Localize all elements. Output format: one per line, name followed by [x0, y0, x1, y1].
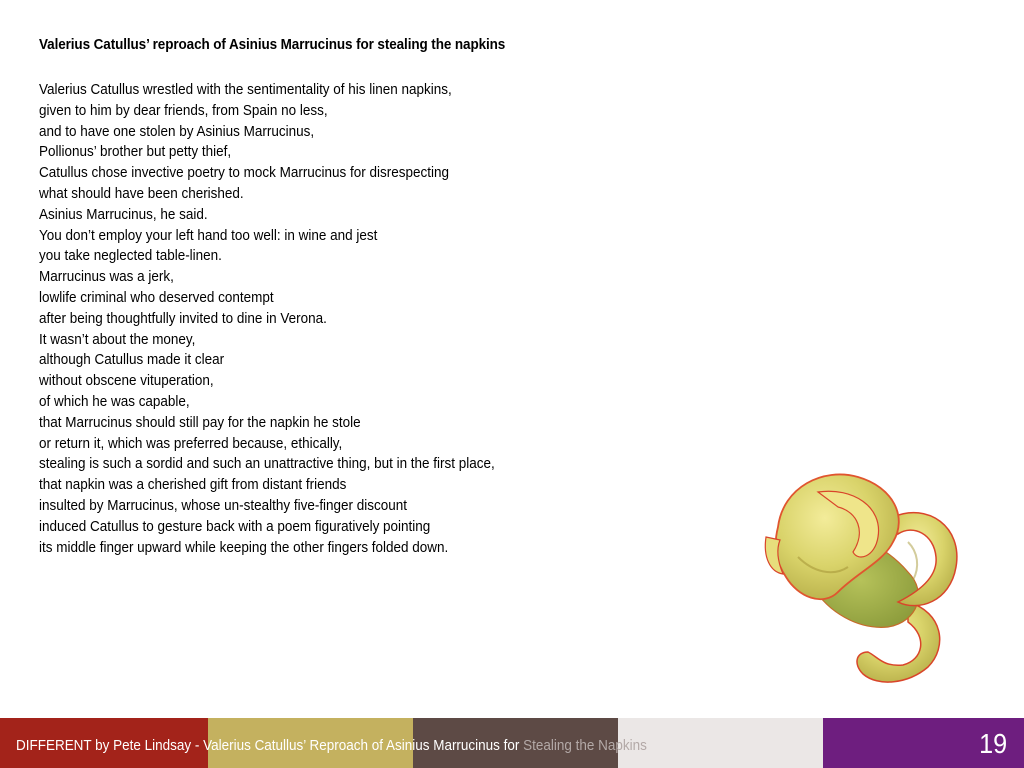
- poem-line: given to him by dear friends, from Spain no less,: [39, 102, 328, 119]
- poem-line: induced Catullus to gesture back with a poem figuratively pointing: [39, 518, 431, 535]
- poem-line: You don’t employ your left hand too well: in wine and jest: [39, 227, 378, 244]
- poem-line: of which he was capable,: [39, 393, 190, 410]
- poem-line: Catullus chose invective poetry to mock Marrucinus for disrespecting: [39, 165, 449, 182]
- poem-line: lowlife criminal who deserved contempt: [39, 289, 274, 306]
- page-number: 19: [978, 728, 1007, 759]
- poem-line: Marrucinus was a jerk,: [39, 269, 174, 286]
- slide-title: Valerius Catullus’ reproach of Asinius Marrucinus for stealing the napkins: [39, 37, 506, 53]
- footer-caption: [16, 738, 647, 754]
- poem-line: its middle finger upward while keeping the other fingers folded down.: [39, 539, 449, 556]
- poem-line: and to have one stolen by Asinius Marrucinus,: [39, 123, 315, 140]
- poem-line: Pollionus’ brother but petty thief,: [39, 144, 232, 161]
- footer-segment: [618, 718, 823, 768]
- poem-line: that napkin was a cherished gift from distant friends: [39, 477, 347, 494]
- poem-body: [39, 80, 495, 558]
- poem-line: stealing is such a sordid and such an unattractive thing, but in the first place,: [39, 456, 495, 473]
- footer-caption-main: DIFFERENT by Pete Lindsay - Valerius Catullus’ Reproach of Asinius Marrucinus for: [16, 738, 520, 754]
- poem-line: Valerius Catullus wrestled with the sentimentality of his linen napkins,: [39, 82, 452, 98]
- poem-line: what should have been cherished.: [39, 185, 244, 202]
- poem-line: Asinius Marrucinus, he said.: [39, 206, 208, 223]
- poem-line: or return it, which was preferred because, ethically,: [39, 435, 343, 452]
- napkin-illustration: [758, 462, 968, 694]
- poem-line: that Marrucinus should still pay for the napkin he stole: [39, 414, 361, 431]
- poem-line: although Catullus made it clear: [39, 352, 225, 369]
- footer-caption-tail: Stealing the Napkins: [519, 738, 647, 754]
- poem-line: without obscene vituperation,: [39, 373, 214, 390]
- poem-line: you take neglected table-linen.: [39, 248, 222, 265]
- poem-line: It wasn’t about the money,: [39, 331, 196, 348]
- poem-line: insulted by Marrucinus, whose un-stealthy five-finger discount: [39, 497, 408, 514]
- poem-line: after being thoughtfully invited to dine in Verona.: [39, 310, 327, 327]
